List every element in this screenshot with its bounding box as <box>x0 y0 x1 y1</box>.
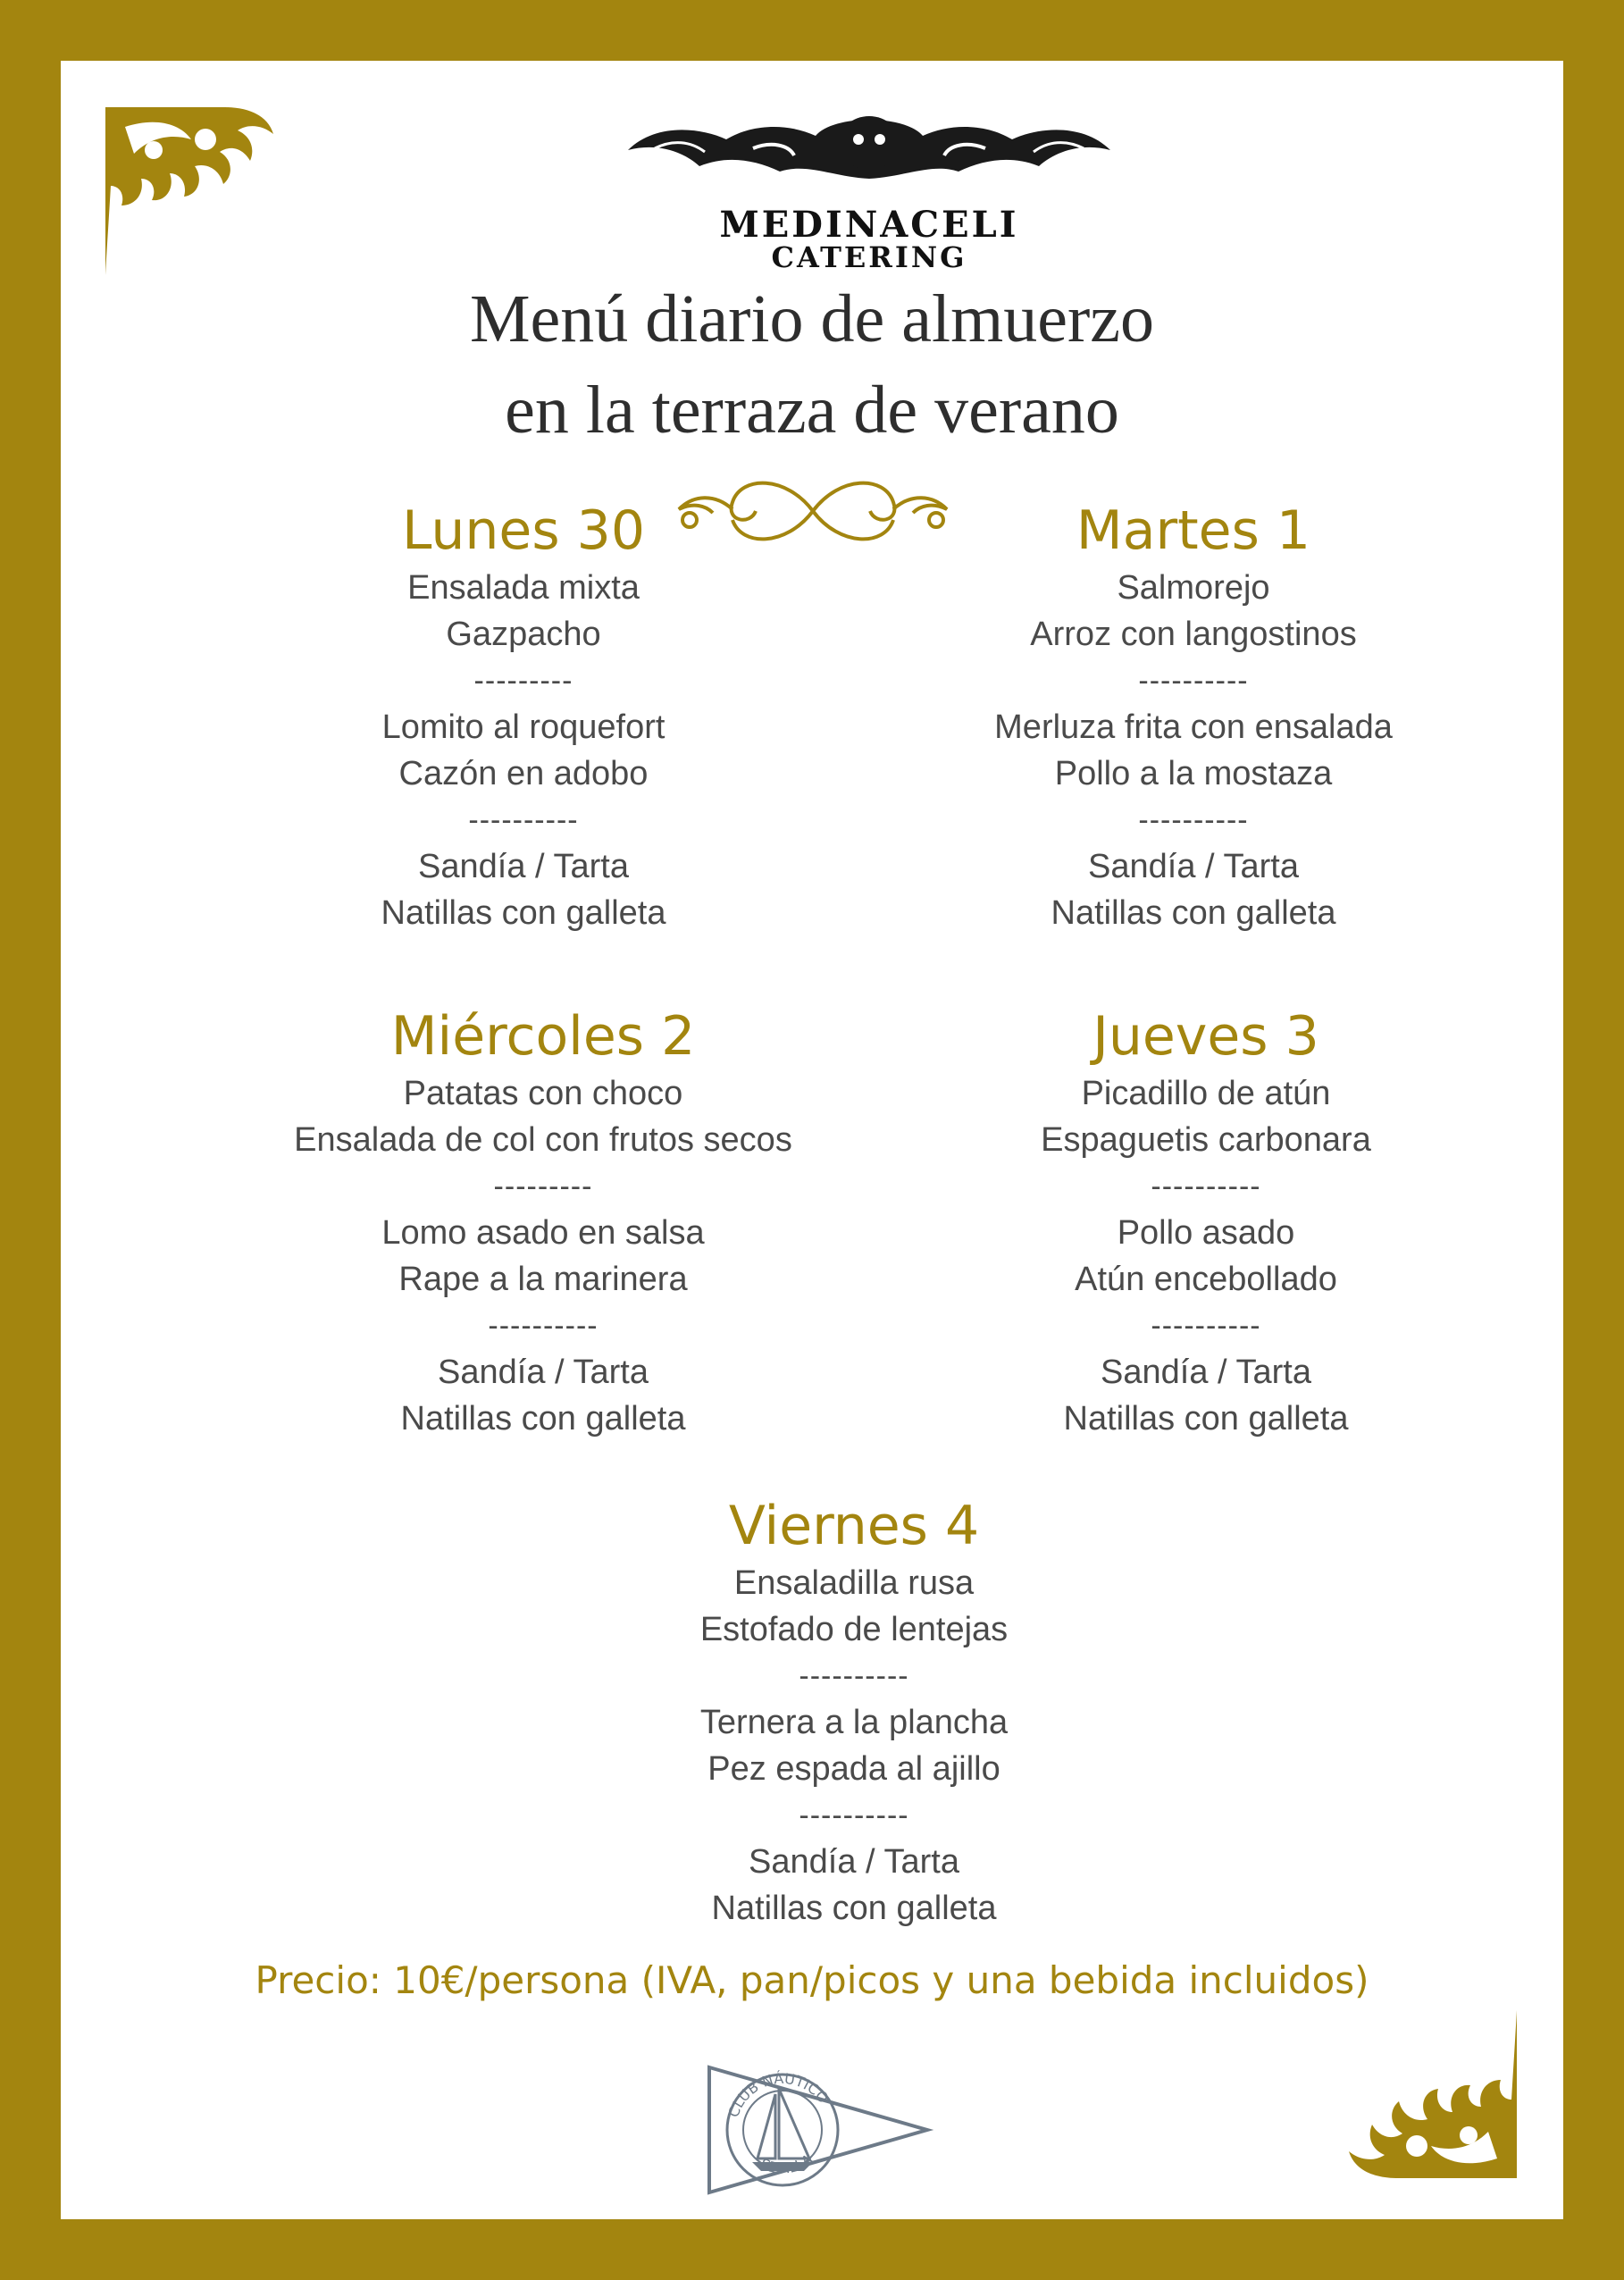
brand-logo <box>615 96 1124 272</box>
course-separator: ---------- <box>1138 664 1249 698</box>
page-title <box>61 273 1563 456</box>
dessert-item: Natillas con galleta <box>711 1890 997 1927</box>
corner-ornament-bottom-right-icon <box>1327 1989 1524 2185</box>
dish-item: Lomo asado en salsa <box>381 1214 705 1252</box>
dish-item: Arroz con langostinos <box>1030 616 1357 653</box>
course-separator: --------- <box>493 1169 593 1203</box>
course-separator: ---------- <box>1151 1169 1261 1203</box>
dish-item: Cazón en adobo <box>398 755 649 792</box>
dish-item: Pollo asado <box>1117 1214 1295 1252</box>
dish-item: Ternera a la plancha <box>699 1704 1009 1741</box>
title-line-2: en la terraza de verano <box>505 373 1119 448</box>
dessert-item: Sandía / Tarta <box>1101 1354 1311 1391</box>
dish-item: Atún encebollado <box>1075 1261 1337 1298</box>
dish-item: Picadillo de atún <box>1081 1075 1331 1112</box>
dish-item: Pollo a la mostaza <box>1054 755 1333 792</box>
day-block-miercoles <box>177 1002 909 1442</box>
course-separator: ---------- <box>799 1798 909 1832</box>
day-block-martes <box>827 497 1560 936</box>
dish-item: Ensalada mixta <box>407 569 640 607</box>
dish-item: Lomito al roquefort <box>381 708 666 746</box>
day-heading: Miércoles 2 <box>390 1005 696 1068</box>
dessert-item: Sandía / Tarta <box>1088 848 1299 885</box>
club-name-top: CLUB NÁUTICO <box>724 2069 833 2120</box>
club-nautico-pennant-icon <box>704 2058 936 2201</box>
dish-item: Pez espada al ajillo <box>707 1750 1000 1788</box>
dish-item: Ensalada de col con frutos secos <box>294 1121 792 1159</box>
price-note: Precio: 10€/persona (IVA, pan/picos y una bebida incluidos) <box>255 1958 1369 2002</box>
day-block-viernes <box>488 1492 1220 1932</box>
course-separator: ---------- <box>488 1309 599 1343</box>
dish-item: Ensaladilla rusa <box>733 1564 975 1602</box>
day-block-jueves <box>840 1002 1572 1442</box>
brand-subtitle: CATERING <box>771 240 967 274</box>
dish-item: Patatas con choco <box>403 1075 683 1112</box>
dish-item: Salmorejo <box>1117 569 1270 607</box>
course-separator: ---------- <box>799 1659 909 1693</box>
dessert-item: Natillas con galleta <box>1063 1400 1349 1438</box>
day-block-lunes <box>157 497 890 936</box>
dessert-item: Natillas con galleta <box>400 1400 686 1438</box>
title-line-1: Menú diario de almuerzo <box>469 281 1155 356</box>
dessert-item: Natillas con galleta <box>1051 894 1336 932</box>
dish-item: Estofado de lentejas <box>699 1611 1009 1648</box>
dish-item: Rape a la marinera <box>398 1261 688 1298</box>
course-separator: --------- <box>473 664 573 698</box>
dish-item: Espaguetis carbonara <box>1041 1121 1371 1159</box>
menu-sheet <box>61 61 1563 2219</box>
corner-ornament-top-left-icon <box>98 100 295 297</box>
dish-item: Gazpacho <box>446 616 601 653</box>
course-separator: ---------- <box>1151 1309 1261 1343</box>
course-separator: ---------- <box>1138 803 1249 837</box>
course-separator: ---------- <box>468 803 579 837</box>
day-heading: Lunes 30 <box>401 499 646 562</box>
dessert-item: Sandía / Tarta <box>418 848 629 885</box>
dessert-item: Natillas con galleta <box>381 894 666 932</box>
dessert-item: Sandía / Tarta <box>438 1354 649 1391</box>
day-heading: Martes 1 <box>1076 499 1311 562</box>
dish-item: Merluza frita con ensalada <box>994 708 1393 746</box>
dessert-item: Sandía / Tarta <box>749 1843 959 1881</box>
day-heading: Viernes 4 <box>728 1495 980 1557</box>
brand-name: MEDINACELI <box>719 204 1019 246</box>
medinaceli-crest-icon <box>619 96 1119 195</box>
day-heading: Jueves 3 <box>1092 1005 1319 1068</box>
club-name-bottom: SEVILLA <box>758 2150 816 2177</box>
